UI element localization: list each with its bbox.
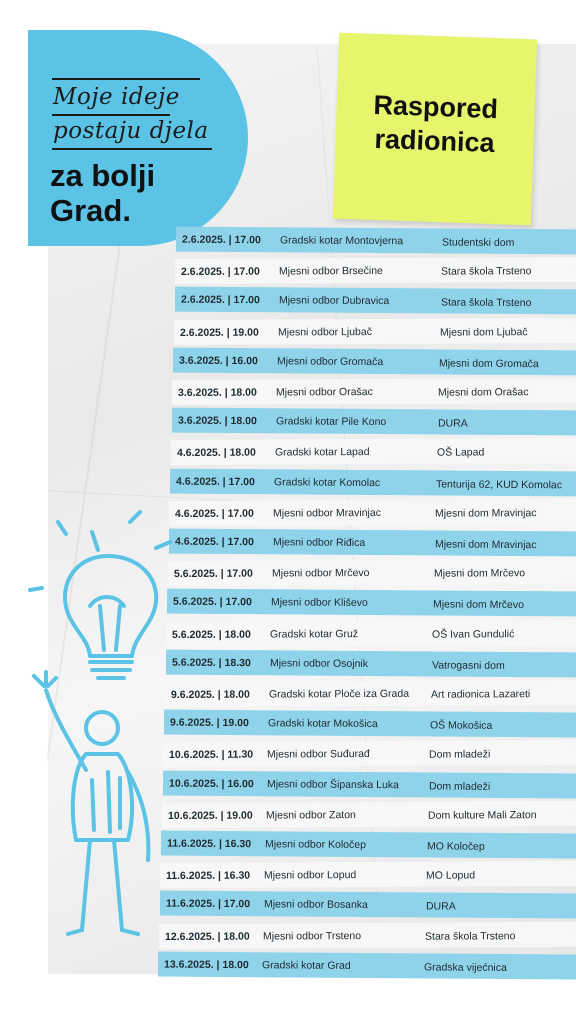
row-location: Dom kulture Mali Zaton [427,808,537,822]
schedule-row [171,438,576,465]
row-location: Mjesni dom Mravinjac [435,506,537,520]
row-datetime: 5.6.2025. | 17.00 [172,596,252,609]
row-datetime: 12.6.2025. | 18.00 [164,930,250,943]
script-line-1: Moje ideje [53,84,180,110]
row-location: Mjesni dom Mrčevo [432,598,525,612]
row-location: MO Koločep [426,840,485,853]
row-datetime: 4.6.2025. | 17.00 [175,507,255,520]
row-unit: Mjesni odbor Trsteno [262,929,361,943]
row-datetime: 2.6.2025. | 17.00 [181,265,261,279]
schedule-row [161,831,576,859]
script-line-2: postaju djela [53,118,209,144]
row-datetime: 13.6.2025. | 18.00 [163,958,249,971]
row-location: Stara škola Trsteno [440,296,531,310]
row-unit: Mjesni odbor Lopud [264,869,357,882]
schedule-row [163,740,576,767]
row-datetime: 9.6.2025. | 18.00 [170,688,250,702]
sticky-title: Raspored radionica [373,89,499,159]
row-location: OŠ Ivan Gundulić [432,627,515,641]
row-datetime: 2.6.2025. | 17.00 [181,233,261,247]
row-location: Mjesni dom Gromača [438,357,539,370]
schedule-row [165,680,576,707]
schedule-row [176,227,576,255]
schedule-row [174,318,576,345]
row-unit: Mjesni odbor Koločep [264,838,367,851]
row-unit: Mjesni odbor Riđica [272,536,365,549]
row-unit: Gradski kotar Gruž [270,627,359,641]
row-datetime: 11.6.2025. | 16.30 [166,869,251,883]
row-location: Mjesni dom Ljubač [439,325,528,339]
schedule-row [175,257,576,284]
row-unit: Mjesni odbor Brsečine [279,265,384,278]
row-datetime: 3.6.2025. | 16.00 [178,354,258,367]
row-datetime: 11.6.2025. | 16.30 [166,837,252,851]
row-unit: Gradski kotar Lapad [274,446,370,459]
row-location: MO Lopud [426,869,476,882]
schedule-row [159,891,576,919]
schedule-row [158,951,576,979]
row-location: OŠ Mokošica [429,719,493,733]
row-location: Vatrogasni dom [431,659,505,672]
schedule-row [160,861,576,888]
row-datetime: 2.6.2025. | 19.00 [179,326,259,339]
row-datetime: 10.6.2025. | 16.00 [168,777,254,790]
row-unit: Mjesni odbor Zaton [265,808,356,822]
schedule-row [173,347,576,375]
row-datetime: 2.6.2025. | 17.00 [180,294,260,307]
row-location: DURA [425,900,456,914]
schedule-row [162,770,576,798]
row-datetime: 5.6.2025. | 17.00 [173,567,253,581]
schedule-row [167,589,576,617]
schedule-row [159,922,576,949]
schedule-row [172,378,576,405]
row-location: Tenturija 62, KUD Komolac [435,478,563,491]
row-unit: Mjesni odbor Kliševo [270,596,368,610]
row-location: DURA [437,417,468,430]
row-datetime: 5.6.2025. | 18.30 [171,656,251,669]
schedule-row [162,801,576,828]
row-datetime: 4.6.2025. | 17.00 [174,535,254,549]
row-location: Mjesni dom Mrčevo [433,567,525,580]
row-location: Mjesni dom Mravinjac [434,538,537,552]
row-unit: Mjesni odbor Dubravica [278,294,389,308]
row-datetime: 4.6.2025. | 18.00 [176,447,256,460]
row-location: Gradska vijećnica [423,961,507,974]
headline-line-1: za bolji [50,158,156,193]
row-unit: Gradski kotar Komolac [273,475,381,489]
schedule-row [170,468,576,496]
row-datetime: 5.6.2025. | 18.00 [172,628,252,641]
row-unit: Gradski kotar Grad [261,959,351,972]
row-unit: Gradski kotar Ploče iza Grada [268,687,409,701]
row-location: Stara škola Trsteno [441,265,532,278]
row-unit: Gradski kotar Pile Kono [275,415,386,429]
schedule-row [174,287,576,315]
row-unit: Mjesni odbor Bosanka [263,898,368,912]
row-datetime: 9.6.2025. | 19.00 [169,716,249,730]
row-datetime: 3.6.2025. | 18.00 [177,414,257,428]
row-unit: Gradski kotar Montovjerna [279,234,404,248]
schedule-row [169,499,576,526]
schedule-row [166,620,576,647]
lightbulb-person-doodle [20,510,180,970]
row-location: OŠ Lapad [436,446,485,460]
row-unit: Mjesni odbor Šipanska Luka [266,777,399,791]
row-unit: Mjesni odbor Ljubač [277,325,372,339]
row-datetime: 4.6.2025. | 17.00 [175,475,255,488]
row-location: Stara škola Trsteno [424,929,516,943]
row-unit: Mjesni odbor Orašac [276,386,374,399]
row-location: Studentski dom [441,236,515,249]
schedule-row [168,529,576,557]
schedule-row [164,710,576,738]
row-unit: Mjesni odbor Suđurađ [267,748,371,761]
row-unit: Gradski kotar Mokošica [267,717,378,731]
schedule-row [171,408,576,436]
row-unit: Mjesni odbor Mrčevo [271,567,370,580]
row-datetime: 10.6.2025. | 19.00 [167,809,253,822]
row-datetime: 3.6.2025. | 18.00 [178,386,258,400]
row-unit: Mjesni odbor Osojnik [269,657,368,670]
row-datetime: 10.6.2025. | 11.30 [169,748,254,762]
row-unit: Mjesni odbor Mravinjac [273,506,382,520]
schedule-row [165,649,576,677]
headline-line-2: Grad. [50,193,131,228]
row-location: Art radionica Lazareti [430,688,531,701]
row-datetime: 11.6.2025. | 17.00 [165,897,250,911]
row-location: Dom mladeži [428,780,490,793]
schedule-row [168,559,576,586]
row-location: Dom mladeži [429,748,491,762]
row-location: Mjesni dom Orašac [438,386,529,399]
row-unit: Mjesni odbor Gromača [276,355,384,368]
